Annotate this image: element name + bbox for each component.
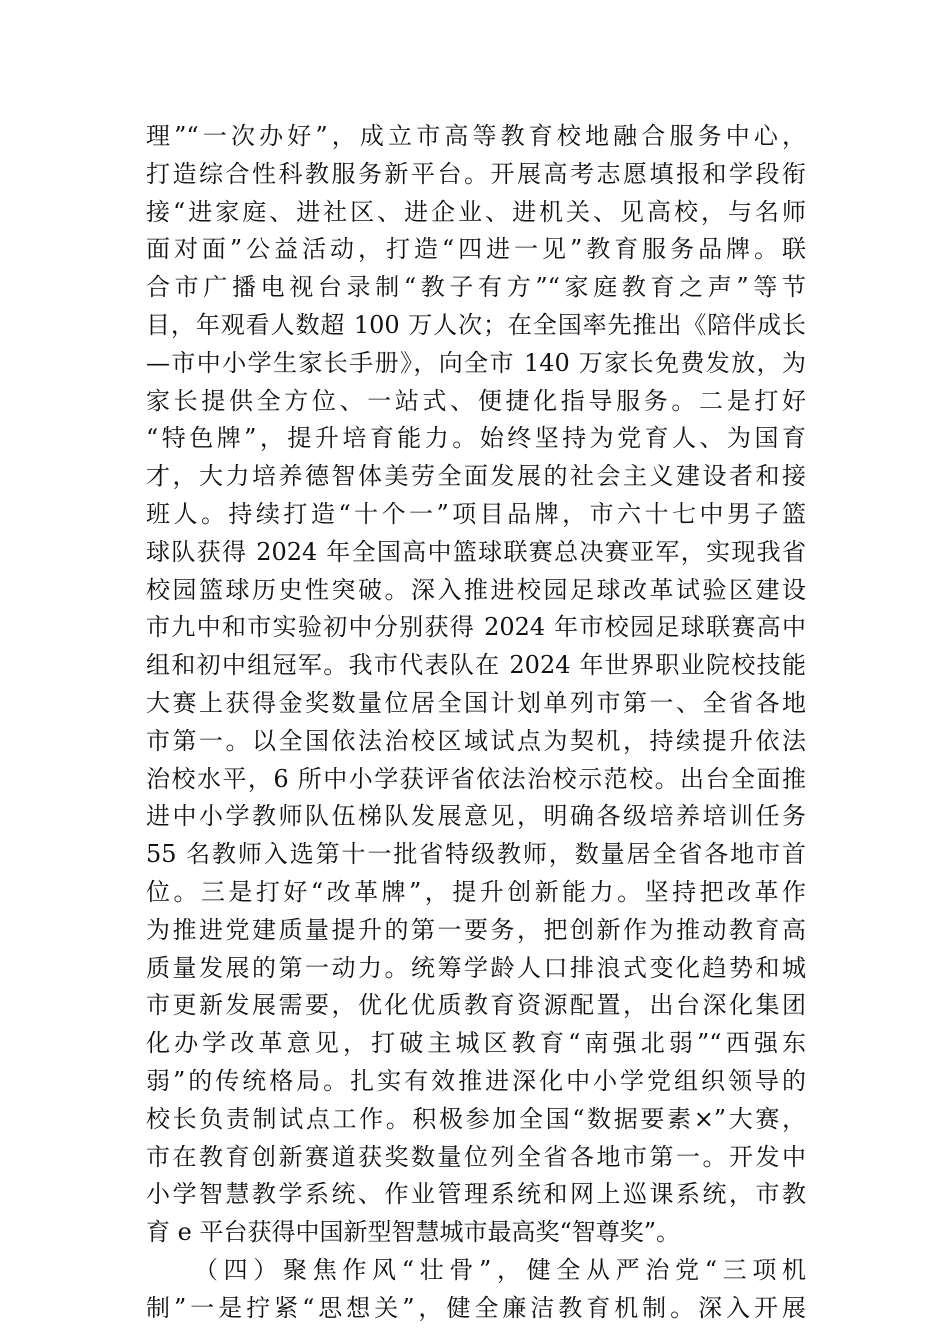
text-line: 育 e 平台获得中国新型智慧城市最高奖“智尊奖”。 [146, 1218, 680, 1247]
text-line: 市第一。以全国依法治校区域试点为契机，持续提升依法 [146, 726, 806, 755]
paragraph-1 [146, 118, 806, 1252]
text-line: 理”“一次办好”，成立市高等教育校地融合服务中心， [146, 122, 806, 150]
text-line: 接“进家庭、进社区、进企业、进机关、见高校，与名师 [146, 197, 806, 226]
text-line: 为推进党建质量提升的第一要务，把创新作为推动教育高 [146, 915, 806, 944]
text-line: 才，大力培养德智体美劳全面发展的社会主义建设者和接 [146, 462, 806, 491]
text-line: 制”一是拧紧“思想关”，健全廉洁教育机制。深入开展 [146, 1293, 806, 1322]
paragraph-2 [146, 1252, 806, 1328]
text-line: 球队获得 2024 年全国高中篮球联赛总决赛亚军，实现我省 [146, 537, 806, 566]
text-line: —市中小学生家长手册》，向全市 140 万家长免费发放，为 [146, 348, 806, 377]
text-line: 市九中和市实验初中分别获得 2024 年市校园足球联赛高中 [146, 613, 806, 642]
text-line: 面对面”公益活动，打造“四进一见”教育服务品牌。联 [146, 235, 806, 264]
text-line: 化办学改革意见，打破主城区教育“南强北弱”“西强东 [146, 1029, 806, 1058]
text-line: 目，年观看人数超 100 万人次；在全国率先推出《陪伴成长 [146, 310, 806, 339]
text-line: （四）聚焦作风“壮骨”，健全从严治党“三项机 [194, 1255, 806, 1284]
text-line: 质量发展的第一动力。统筹学龄人口排浪式变化趋势和城 [146, 953, 806, 982]
text-line: 组和初中组冠军。我市代表队在 2024 年世界职业院校技能 [146, 651, 806, 680]
text-line: 打造综合性科教服务新平台。开展高考志愿填报和学段衔 [146, 159, 806, 188]
text-line: 大赛上获得金奖数量位居全国计划单列市第一、全省各地 [146, 688, 806, 717]
text-line: 家长提供全方位、一站式、便捷化指导服务。二是打好 [146, 386, 806, 415]
text-line: 合市广播电视台录制“教子有方”“家庭教育之声”等节 [146, 273, 806, 302]
text-line: “特色牌”，提升培育能力。始终坚持为党育人、为国育 [146, 424, 806, 453]
text-line: 治校水平，6 所中小学获评省依法治校示范校。出台全面推 [146, 764, 806, 793]
text-line: 进中小学教师队伍梯队发展意见，明确各级培养培训任务 [146, 802, 806, 831]
text-line: 校园篮球历史性突破。深入推进校园足球改革试验区建设 [146, 575, 806, 604]
text-line: 弱”的传统格局。扎实有效推进深化中小学党组织领导的 [146, 1066, 806, 1095]
text-line: 市在教育创新赛道获奖数量位列全省各地市第一。开发中 [146, 1142, 806, 1171]
document-body [146, 118, 806, 1328]
text-line: 班人。持续打造“十个一”项目品牌，市六十七中男子篮 [146, 499, 806, 528]
text-line: 位。三是打好“改革牌”，提升创新能力。坚持把改革作 [146, 877, 806, 906]
text-line: 校长负责制试点工作。积极参加全国“数据要素×”大赛， [146, 1104, 806, 1133]
text-line: 小学智慧教学系统、作业管理系统和网上巡课系统，市教 [146, 1180, 806, 1209]
text-line: 市更新发展需要，优化优质教育资源配置，出台深化集团 [146, 991, 806, 1020]
text-line: 55 名教师入选第十一批省特级教师，数量居全省各地市首 [146, 840, 806, 869]
